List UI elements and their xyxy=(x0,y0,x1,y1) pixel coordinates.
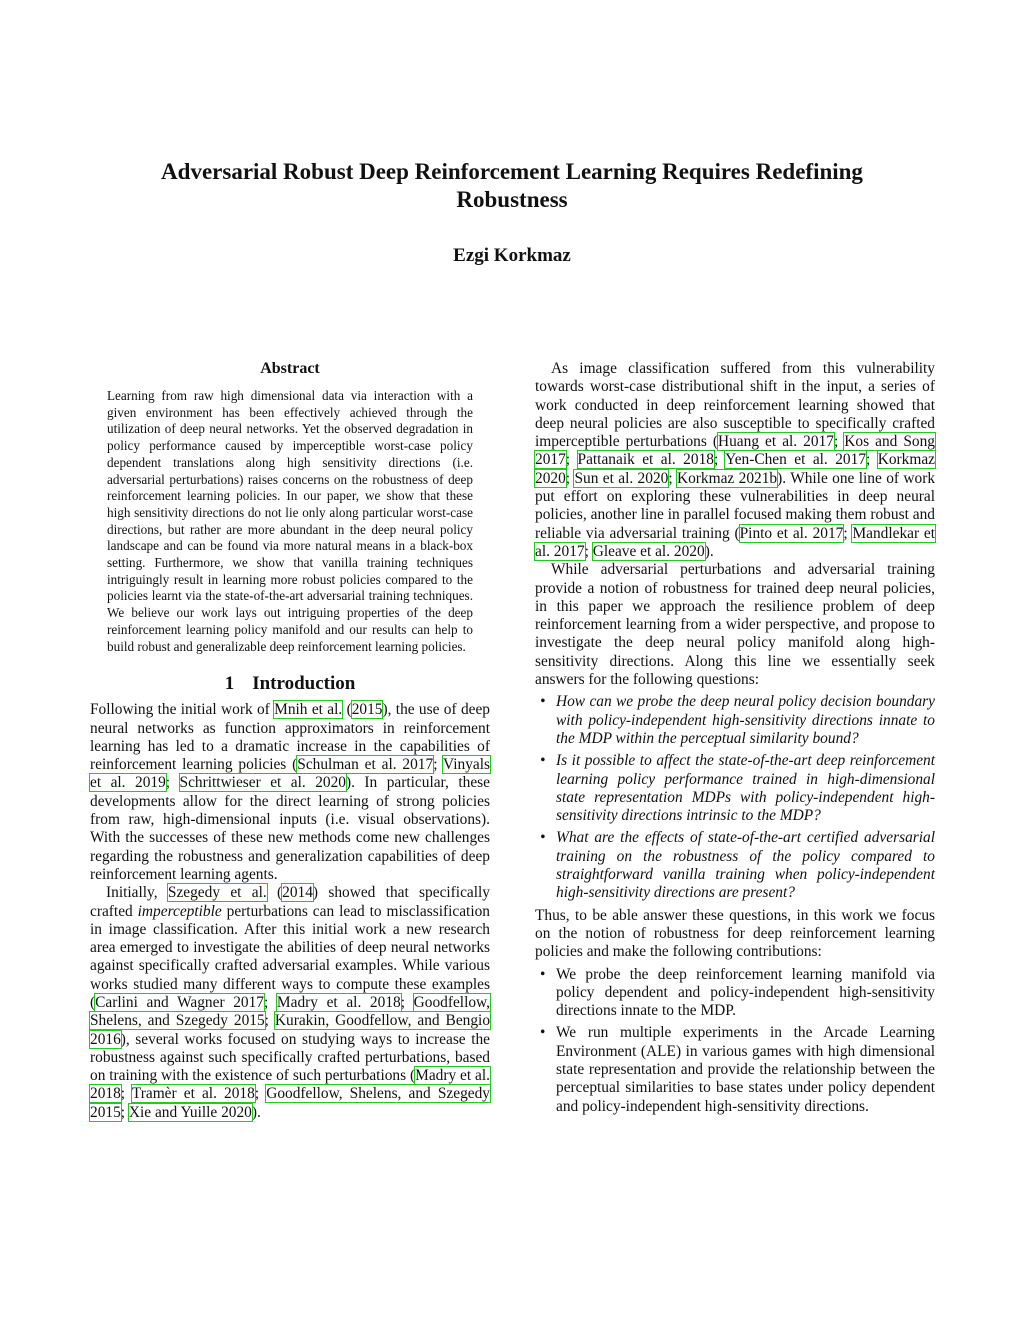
text-span: ). xyxy=(704,542,714,560)
citation-link[interactable]: Pattanaik et al. 2018 xyxy=(577,451,714,469)
citation-link[interactable]: Goodfellow, Shelens, and Szegedy 2015 xyxy=(90,994,491,1030)
research-questions-list xyxy=(535,693,935,902)
intro-paragraph-2 xyxy=(90,884,490,1122)
intro-paragraph-1 xyxy=(90,701,490,884)
text-span: ; xyxy=(713,451,726,469)
list-item: • What are the effects of state-of-the-art certified adversarial training on the robustness of the policy compared to straightforward vanilla training when policy-independent high-sensitivity directions are present? xyxy=(556,829,935,902)
citation-link[interactable]: Korkmaz 2020 xyxy=(535,451,936,487)
text-span: ; xyxy=(400,994,414,1011)
citation-link[interactable]: Madry et al. 2018 xyxy=(90,1067,491,1103)
text-span: ), the use of deep neural networks as function approximators in reinforcement learning has led to a dramatic increase in the capabilities of reinforcement learning policies ( xyxy=(90,701,490,774)
text-span: ), several works focused on studying ways to increase the robustness against such specifically crafted perturbations, based on training with the existence of such perturbations ( xyxy=(90,1030,490,1085)
citation-link[interactable]: Szegedy et al. xyxy=(167,884,267,902)
citation-link[interactable]: Pinto et al. 2017 xyxy=(739,524,844,542)
abstract-heading: Abstract xyxy=(260,360,320,377)
citation-link[interactable]: Mnih et al. xyxy=(274,701,343,719)
citation-link[interactable]: Huang et al. 2017 xyxy=(718,433,834,451)
citation-link[interactable]: Korkmaz 2021b xyxy=(677,469,778,487)
text-span: Following the initial work of xyxy=(90,701,275,719)
citation-link[interactable]: Gleave et al. 2020 xyxy=(592,542,705,560)
contributions-list xyxy=(535,966,935,1116)
author-name: Ezgi Korkmaz xyxy=(453,245,571,266)
right-paragraph-2: While adversarial perturbations and adversarial training provide a notion of robustness for trained deep neural policies, in this paper we approach the resilience problem of deep reinforcement learning from a wider perspective, and propose to investigate the deep neural policy manifold along high-sensitivity directions. Along this line we essentially seek answers for the following questions: xyxy=(535,561,935,689)
text-span: perturbations can lead to misclassification in image classification. After this initial work a new research area emerged to investigate the abilities of deep neural networks against specifically crafted adversarial examples. While various works studied many different ways to compute these examples ( xyxy=(90,902,490,1011)
citation-link[interactable]: Sun et al. 2020 xyxy=(574,469,669,487)
text-span: ; xyxy=(565,451,578,469)
text-span: ; xyxy=(866,451,878,469)
paper-title: Adversarial Robust Deep Reinforcement Learning Requires Redefining Robustness xyxy=(161,159,863,212)
list-item: • Is it possible to affect the state-of-the-art deep reinforcement learning policy performance trained in high-dimensional state representation MDPs with policy-independent high-sensitivity directions intrinsic to the MDP? xyxy=(556,752,935,825)
text-span: ; xyxy=(264,994,277,1011)
text-span: ; xyxy=(433,756,444,774)
text-span: ; xyxy=(833,433,845,451)
text-span: ( xyxy=(342,701,352,719)
citation-link[interactable]: Madry et al. 2018 xyxy=(276,994,401,1011)
text-span: ; xyxy=(120,1103,129,1121)
citation-link[interactable]: 2015 xyxy=(351,701,383,719)
text-span: ; xyxy=(165,774,180,792)
citation-link[interactable]: Carlini and Wagner 2017 xyxy=(95,994,264,1011)
text-span: ; xyxy=(584,542,593,560)
text-span: ; xyxy=(843,524,853,542)
section-title: Introduction xyxy=(252,673,356,695)
citation-link[interactable]: Kurakin, Goodfellow, and Bengio 2016 xyxy=(90,1012,491,1048)
text-span: ) showed that specifically crafted xyxy=(90,884,490,920)
text-span: ; xyxy=(254,1085,267,1103)
citation-link[interactable]: 2014 xyxy=(282,884,313,902)
text-span: ; xyxy=(565,469,575,487)
citation-link[interactable]: Schrittwieser et al. 2020 xyxy=(179,774,346,792)
right-paragraph-3: Thus, to be able answer these questions, in this work we focus on the notion of robustness for deep reinforcement learning policies and make the following contributions: xyxy=(535,906,935,961)
section-number: 1 xyxy=(224,673,235,695)
right-column xyxy=(535,360,935,1120)
citation-link[interactable]: Kos and Song 2017 xyxy=(535,433,936,469)
list-item: • We probe the deep reinforcement learning manifold via policy dependent and policy-independent high-sensitivity directions innate to the MDP. xyxy=(556,966,935,1021)
left-column xyxy=(90,360,490,1122)
abstract-text: Learning from raw high dimensional data via interaction with a given environment has been effectively achieved through the utilization of deep neural networks. Yet the observed degradation in policy performance caused by imperceptible worst-case policy dependent translations along high sensitivity directions (i.e. adversarial perturbations) raises concerns on the robustness of deep reinforcement learning policies. In our paper, we show that these high sensitivity directions do not lie only along particular worst-case directions, but rather are more abundant in the deep neural policy landscape and can be found via more natural means in a black-box setting. Furthermore, we show that vanilla training techniques intriguingly result in learning more robust policies compared to the policies learnt via the state-of-the-art adversarial training techniques. We believe our work lays out intriguing properties of the deep reinforcement learning policy manifold and our results can help to build robust and generalizable deep reinforcement learning policies. xyxy=(107,388,473,654)
citation-link[interactable]: Mandlekar et al. 2017 xyxy=(535,524,936,560)
text-span: ). While one line of work put effort on exploring these vulnerabilities in deep neural policies, another line in parallel focused making them robust and reliable via adversarial training ( xyxy=(535,469,936,542)
text-span: ; xyxy=(120,1085,132,1103)
citation-link[interactable]: Schulman et al. 2017 xyxy=(297,756,434,774)
emphasis-text: imperceptible xyxy=(137,902,222,920)
citation-link[interactable]: Goodfellow, Shelens, and Szegedy 2015 xyxy=(90,1085,490,1121)
citation-link[interactable]: Xie and Yuille 2020 xyxy=(128,1103,252,1121)
text-span: As image classification suffered from this vulnerability towards worst-case distributional shift in the input, a series of work conducted in deep reinforcement learning showed that deep neural policies are also susceptible to specifically crafted imperceptible perturbations ( xyxy=(535,360,935,451)
text-span: Initially, xyxy=(106,884,168,902)
text-span: ; xyxy=(668,469,677,487)
text-span: ; xyxy=(264,1012,275,1030)
citation-link[interactable]: Yen-Chen et al. 2017 xyxy=(725,451,867,469)
list-item: • How can we probe the deep neural policy decision boundary with policy-independent high-sensitivity directions innate to the MDP within the perceptual similarity bound? xyxy=(556,693,935,748)
text-span: ). xyxy=(251,1103,261,1121)
list-item: • We run multiple experiments in the Arcade Learning Environment (ALE) in various games with high dimensional state representation and provide the relationship between the perceptual similarities to base states under policy dependent and policy-independent high-sensitivity directions. xyxy=(556,1024,935,1115)
text-span: ( xyxy=(266,884,283,902)
text-span: ). In particular, these developments allow for the direct learning of strong policies from raw, high-dimensional inputs (i.e. visual observations). With the successes of these new methods come new challenges regarding the robustness and generalization capabilities of deep reinforcement learning agents. xyxy=(90,774,490,883)
right-paragraph-1 xyxy=(535,360,935,561)
citation-link[interactable]: Tramèr et al. 2018 xyxy=(131,1085,255,1103)
citation-link[interactable]: Vinyals et al. 2019 xyxy=(90,756,490,792)
section-heading-introduction xyxy=(90,673,490,695)
